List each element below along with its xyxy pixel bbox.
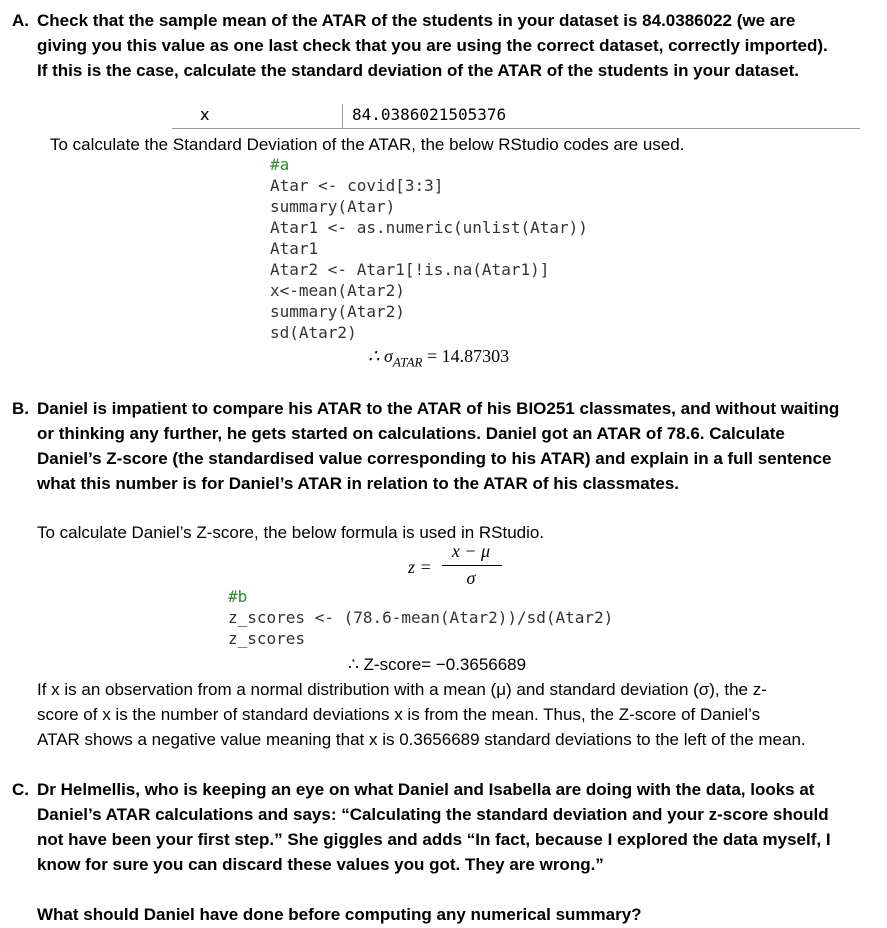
question-b-line-3: Daniel’s Z-score (the standardised value corresponding to his ATAR) and explain in a full sentence — [37, 449, 832, 468]
sd-result-prefix: ∴ σ — [368, 346, 393, 366]
formula-denominator: σ — [466, 568, 476, 588]
formula-numerator: x − μ — [451, 541, 491, 561]
code-line: sd(Atar2) — [270, 323, 357, 342]
code-line: x<-mean(Atar2) — [270, 281, 405, 300]
mean-output-table — [172, 102, 860, 129]
code-line: Atar1 — [270, 239, 319, 258]
sd-result — [368, 346, 509, 371]
sd-intro-text: To calculate the Standard Deviation of the ATAR, the below RStudio codes are used. — [50, 135, 685, 154]
explanation-line-3: ATAR shows a negative value meaning that x is 0.3656689 standard deviations to the left of the mean. — [37, 730, 806, 749]
code-line: z_scores <- (78.6-mean(Atar2))/sd(Atar2) — [228, 608, 614, 627]
question-c-line-2: Daniel’s ATAR calculations and says: “Calculating the standard deviation and your z-score should — [37, 805, 829, 824]
zscore-intro-text: To calculate Daniel’s Z-score, the below formula is used in RStudio. — [37, 523, 545, 542]
sd-result-subscript: ATAR — [392, 354, 423, 370]
code-line: summary(Atar2) — [270, 302, 405, 321]
mean-output-key: x — [200, 105, 210, 124]
question-c-final-question: What should Daniel have done before computing any numerical summary? — [37, 905, 642, 924]
question-c-line-4: know for sure you can discard these values you got. They are wrong.” — [37, 855, 604, 874]
question-b-label: B. — [12, 399, 29, 418]
code-line: Atar2 <- Atar1[!is.na(Atar1)] — [270, 260, 550, 279]
question-c-line-1: Dr Helmellis, who is keeping an eye on what Daniel and Isabella are doing with the data, looks at — [37, 780, 815, 799]
mean-output-value: 84.0386021505376 — [352, 105, 507, 124]
code-line: Atar1 <- as.numeric(unlist(Atar)) — [270, 218, 588, 237]
fraction-bar — [442, 565, 502, 566]
code-block-a — [270, 154, 588, 343]
code-line: Atar <- covid[3:3] — [270, 176, 444, 195]
question-b-line-4: what this number is for Daniel’s ATAR in relation to the ATAR of his classmates. — [37, 474, 679, 493]
code-line: summary(Atar) — [270, 197, 396, 216]
question-c-line-3: not have been your first step.” She giggles and adds “In fact, because I explored the data myself, I — [37, 830, 831, 849]
explanation-line-2: score of x is the number of standard deviations x is from the mean. Thus, the Z-score of Daniel’s — [37, 705, 761, 724]
question-a-line-1: Check that the sample mean of the ATAR of the students in your dataset is 84.0386022 (we are — [37, 11, 796, 30]
question-b-line-1: Daniel is impatient to compare his ATAR to the ATAR of his BIO251 classmates, and without waiting — [37, 399, 840, 418]
zscore-formula — [408, 541, 498, 591]
code-line: z_scores — [228, 629, 306, 648]
sd-result-value: = 14.87303 — [422, 346, 510, 366]
question-b-line-2: or thinking any further, he gets started on calculations. Daniel got an ATAR of 78.6. Calculate — [37, 424, 785, 443]
question-a-line-3: If this is the case, calculate the standard deviation of the ATAR of the students in your dataset. — [37, 61, 799, 80]
question-a-label: A. — [12, 11, 29, 30]
question-a-line-2: giving you this value as one last check that you are using the correct dataset, correctly imported). — [37, 36, 828, 55]
table-divider — [342, 104, 343, 128]
explanation-line-1: If x is an observation from a normal distribution with a mean (μ) and standard deviation (σ), the z- — [37, 680, 767, 699]
zscore-result: ∴ Z-score= −0.3656689 — [348, 655, 527, 674]
question-c-label: C. — [12, 780, 29, 799]
code-line: #a — [270, 155, 290, 174]
code-line: #b — [228, 587, 248, 606]
code-block-b — [228, 586, 613, 649]
formula-lhs: z = — [408, 557, 432, 577]
